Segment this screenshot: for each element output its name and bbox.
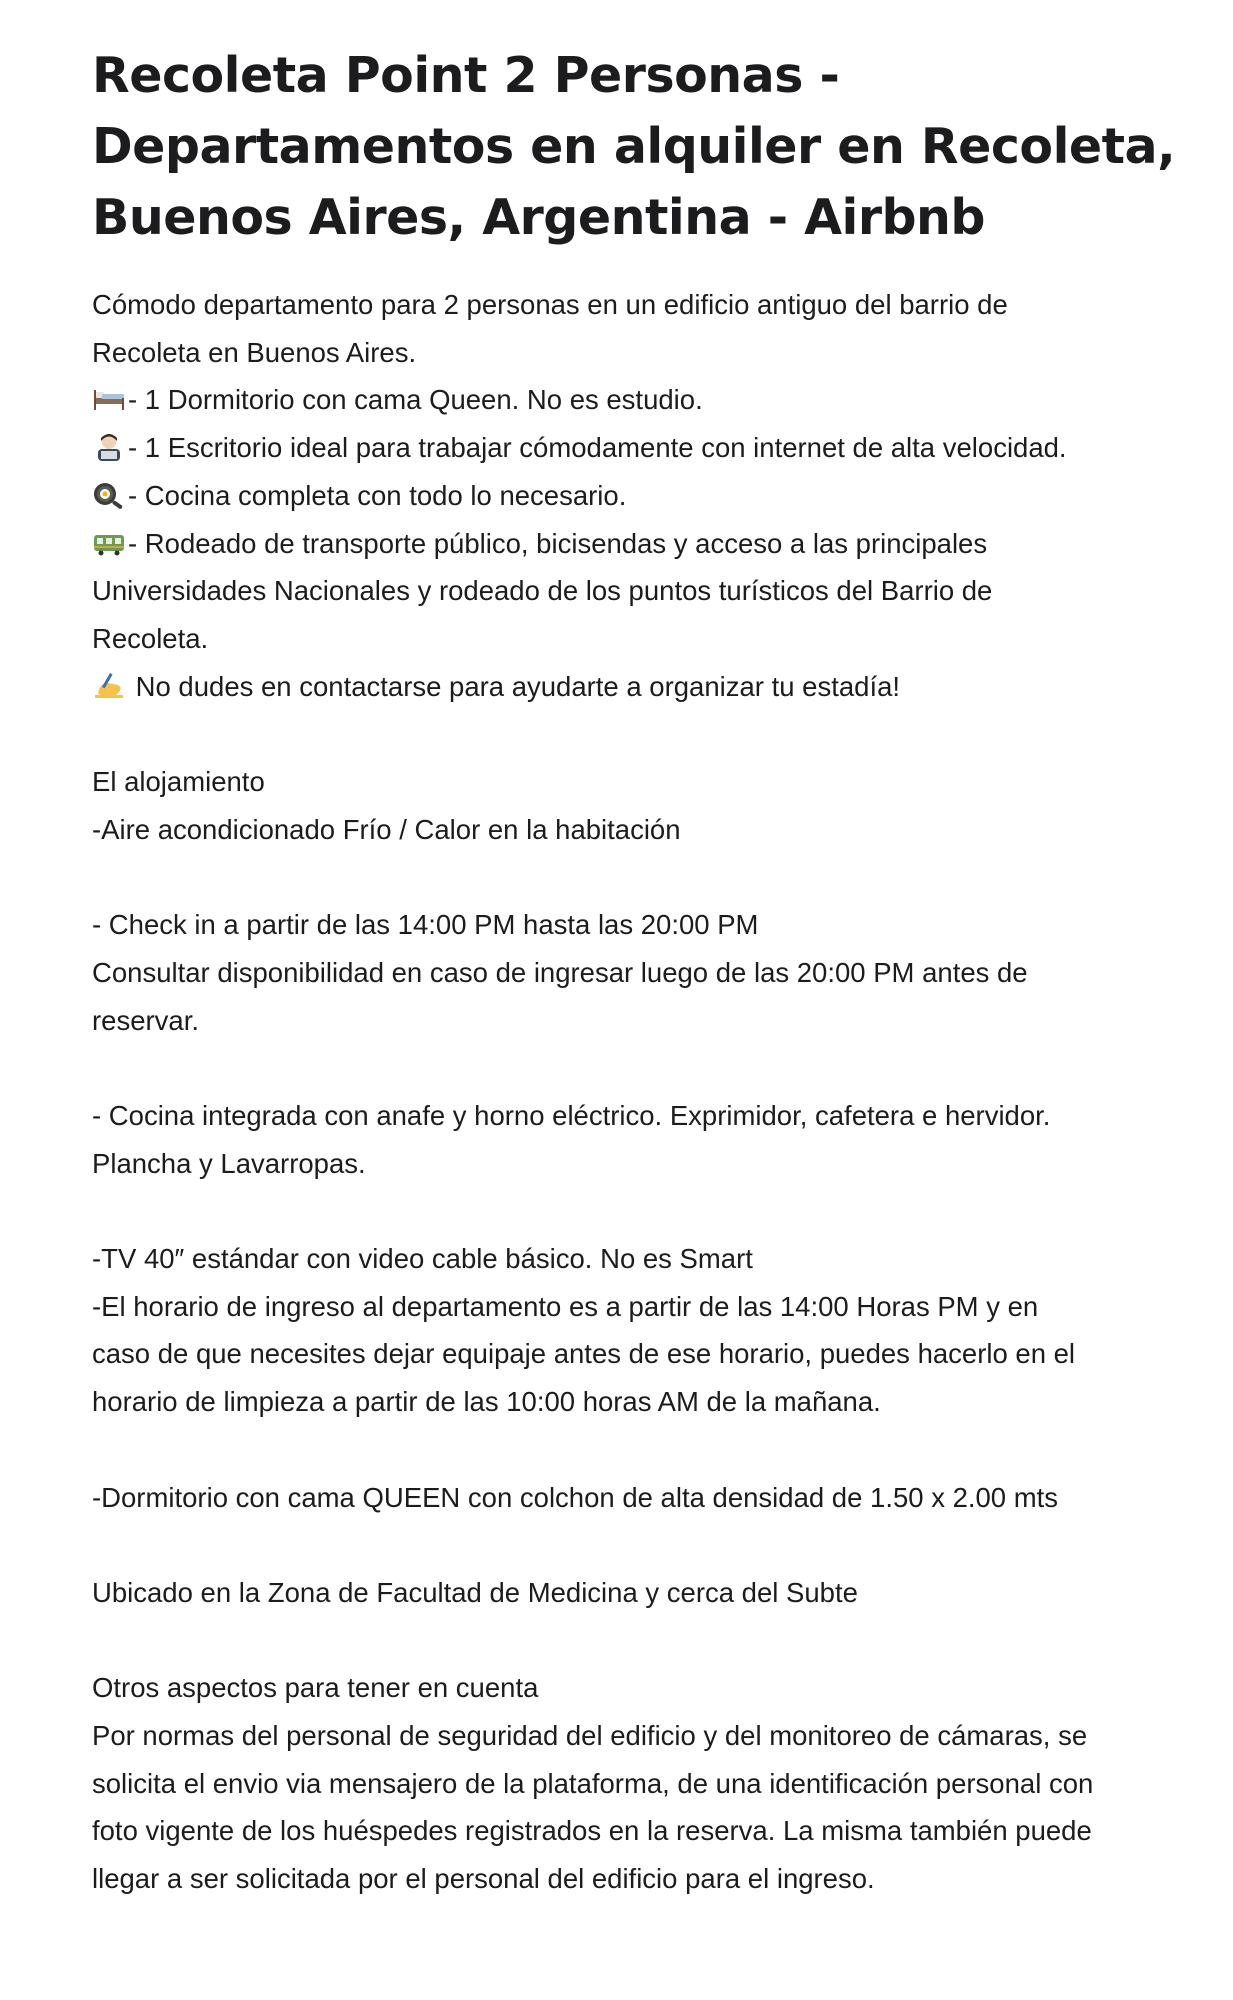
spacer (92, 853, 1192, 901)
intro-text: Cómodo departamento para 2 personas en un edificio antiguo del barrio de (92, 289, 1008, 320)
kitchen-text: - Cocina completa con todo lo necesario. (128, 479, 627, 511)
writing-hand-icon (92, 671, 126, 701)
spacer (92, 1044, 1192, 1092)
other-text: llegar a ser solicitada por el personal del edificio para el ingreso. (92, 1863, 875, 1895)
kitchen-detail-text: - Cocina integrada con anafe y horno eléctrico. Exprimidor, cafetera e hervidor. (92, 1099, 1051, 1131)
entry-text: -El horario de ingreso al departamento es a partir de las 14:00 Horas PM y en (92, 1290, 1039, 1322)
spacer (92, 1617, 1192, 1665)
checkin-text: - Check in a partir de las 14:00 PM hasta las 20:00 PM (92, 909, 759, 941)
title-line: Departamentos en alquiler en Recoleta, (92, 118, 1176, 175)
listing-document (92, 40, 1192, 1903)
location-text: Ubicado en la Zona de Facultad de Medicina y cerca del Subte (92, 1576, 858, 1608)
kitchen-detail-text: Plancha y Lavarropas. (92, 1147, 366, 1179)
other-text: foto vigente de los huéspedes registrados en la reserva. La misma también puede (92, 1815, 1092, 1847)
bed-text: - 1 Dormitorio con cama Queen. No es estudio. (128, 384, 703, 416)
contact-text: No dudes en contactarse para ayudarte a organizar tu estadía! (128, 670, 901, 702)
entry-text: caso de que necesites dejar equipaje antes de ese horario, puedes hacerlo en el (92, 1338, 1076, 1370)
checkin-text: reservar. (92, 1004, 199, 1036)
desk-text: - 1 Escritorio ideal para trabajar cómodamente con internet de alta velocidad. (128, 432, 1067, 464)
transport-text: - Rodeado de transporte público, bicisendas y acceso a las principales (128, 527, 988, 559)
title-line: Recoleta Point 2 Personas - (92, 47, 840, 104)
listing-body (92, 281, 1192, 1903)
section-heading: El alojamiento (92, 766, 265, 798)
desk-feature (92, 424, 1192, 472)
transport-text: Universidades Nacionales y rodeado de los puntos turísticos del Barrio de (92, 575, 993, 607)
spacer (92, 1187, 1192, 1235)
transport-text: Recoleta. (92, 622, 209, 654)
railway-car-icon (92, 528, 126, 558)
spacer (92, 1521, 1192, 1569)
kitchen-feature (92, 472, 1192, 520)
section-heading: Otros aspectos para tener en cuenta (92, 1672, 539, 1704)
entry-text: horario de limpieza a partir de las 10:00 horas AM de la mañana. (92, 1386, 881, 1418)
spacer (92, 1426, 1192, 1474)
bed-icon (92, 384, 126, 414)
bedroom-text: -Dormitorio con cama QUEEN con colchon de alta densidad de 1.50 x 2.00 mts (92, 1481, 1059, 1513)
bed-feature (92, 376, 1192, 424)
frying-pan-icon (92, 480, 126, 510)
transport-feature (92, 520, 1192, 568)
ac-text: -Aire acondicionado Frío / Calor en la habitación (92, 813, 681, 845)
other-text: Por normas del personal de seguridad del edificio y del monitoreo de cámaras, se (92, 1719, 1088, 1751)
intro-text: Recoleta en Buenos Aires. (92, 336, 417, 368)
contact-note (92, 663, 1192, 711)
technologist-icon (92, 432, 126, 462)
other-text: solicita el envio via mensajero de la plataforma, de una identificación personal con (92, 1767, 1094, 1799)
checkin-text: Consultar disponibilidad en caso de ingresar luego de las 20:00 PM antes de (92, 956, 1028, 988)
title-line: Buenos Aires, Argentina - Airbnb (92, 189, 986, 246)
tv-text: -TV 40″ estándar con video cable básico. No es Smart (92, 1243, 753, 1274)
listing-title (92, 40, 1192, 253)
spacer (92, 710, 1192, 758)
